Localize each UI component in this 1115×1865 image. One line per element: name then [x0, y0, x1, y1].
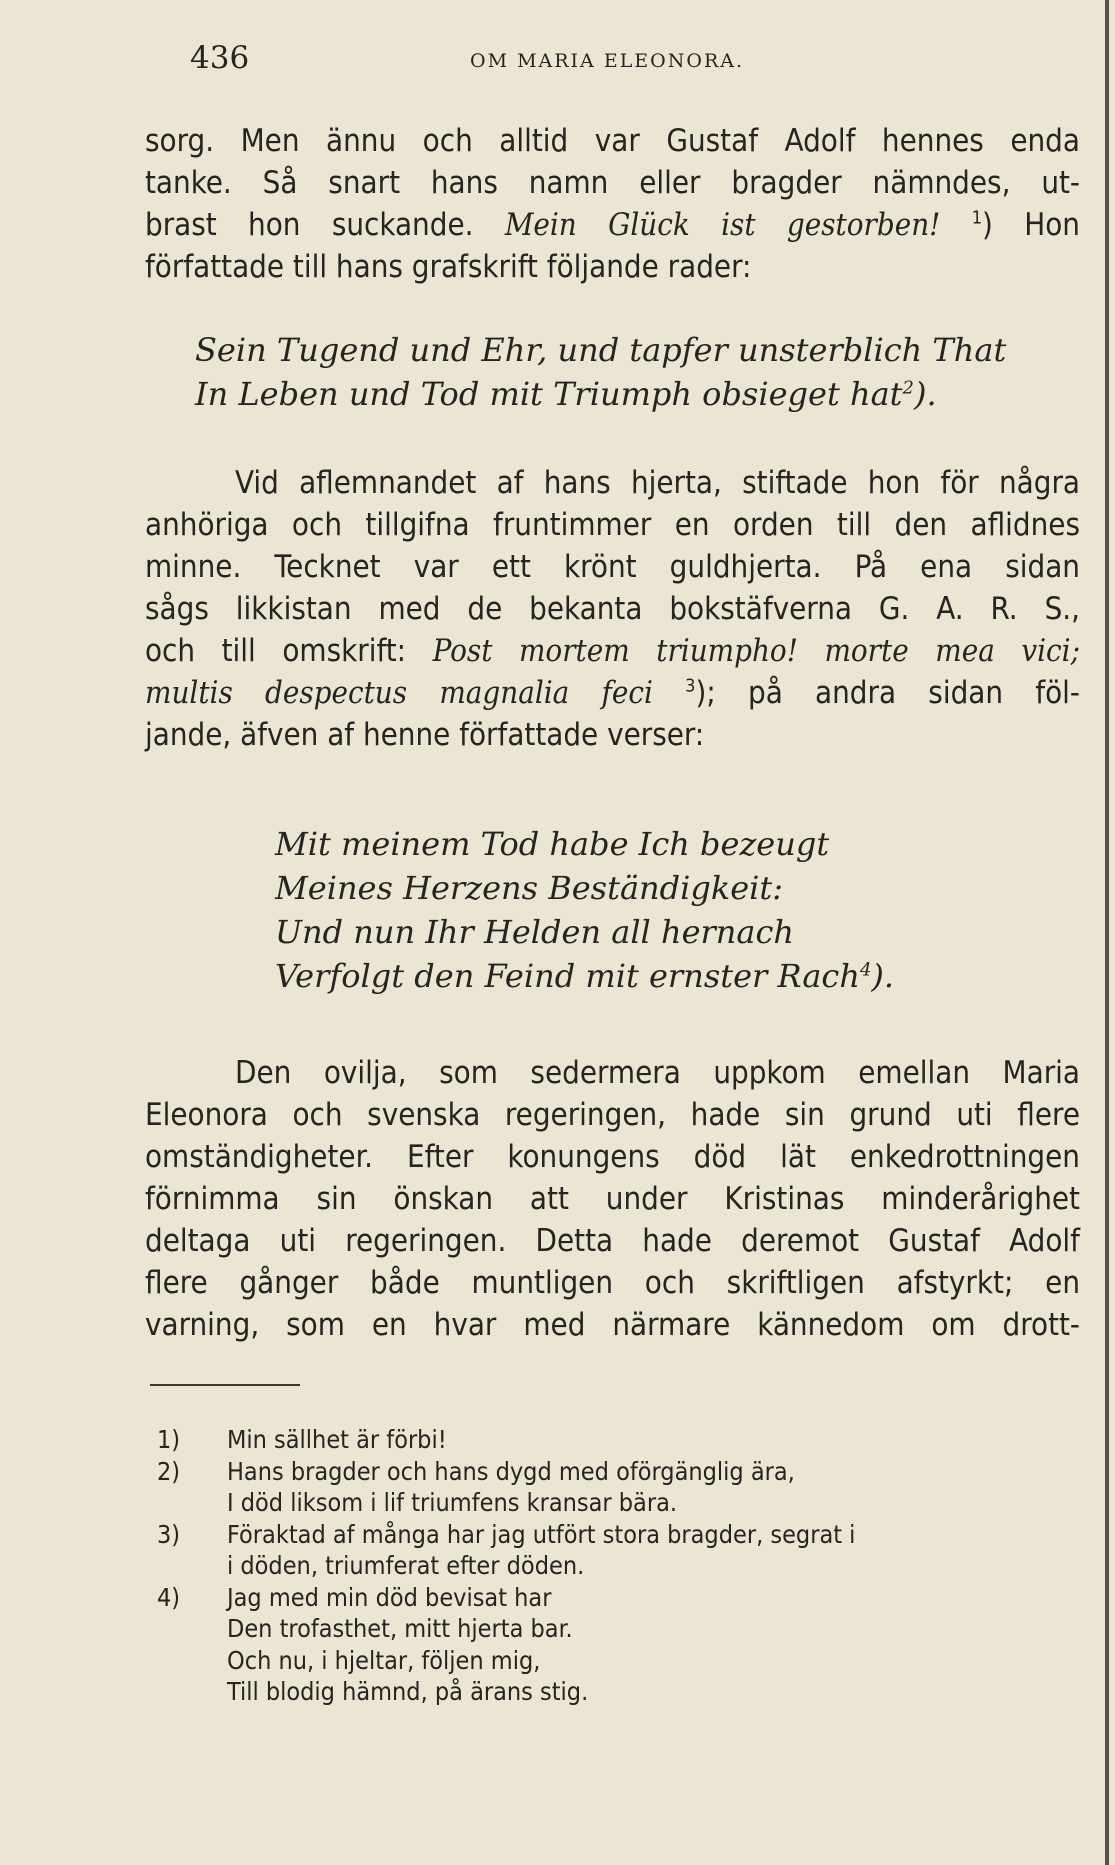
- footnote-4: [145, 1582, 1080, 1708]
- text-line: jande, äfven af henne författade verser:: [145, 717, 705, 753]
- verse-line: Meines Herzens Beständigkeit:: [275, 869, 784, 907]
- text-line: Vid aflemnandet af hans hjerta, stiftade hon för några: [235, 465, 1080, 501]
- text-span: ) Hon: [982, 207, 1080, 243]
- page-number: 436: [190, 40, 250, 76]
- footnote-line: I död liksom i lif triumfens kransar bära.: [227, 1488, 677, 1517]
- paragraph-1: [145, 120, 1080, 288]
- text-line: [145, 204, 1080, 246]
- verse-line: [195, 372, 1006, 416]
- text-line: författade till hans grafskrift följande rader:: [145, 249, 752, 285]
- footnote-ref: 2: [902, 377, 914, 399]
- verse-line: [275, 954, 894, 998]
- footnote-mark: 2): [157, 1456, 181, 1486]
- footnote-ref: 4: [859, 959, 872, 981]
- text-line: anhöriga och tillgifna fruntimmer en orden till den aflidnes: [145, 507, 1080, 543]
- footnote-line: Jag med min död bevisat har: [227, 1582, 552, 1612]
- text-span: och till omskrift:: [145, 633, 433, 669]
- paragraph-2: [145, 462, 1080, 756]
- text-line: sorg. Men ännu och alltid var Gustaf Adolf hennes enda: [145, 123, 1080, 159]
- text-line: omständigheter. Efter konungens död lät enkedrottningen: [145, 1139, 1080, 1175]
- footnote-3: [145, 1519, 1080, 1582]
- text-span: ); på andra sidan föl-: [695, 675, 1080, 711]
- text-span: In Leben und Tod mit Triumph obsieget hat: [195, 375, 903, 413]
- text-line: flere gånger både muntligen och skriftligen afstyrkt; en: [145, 1265, 1080, 1301]
- footnote-mark: 3): [157, 1519, 181, 1549]
- paragraph-3: [145, 1052, 1080, 1346]
- text-span: brast hon suckande.: [145, 207, 505, 243]
- footnote-line: i döden, triumferat efter döden.: [227, 1551, 585, 1580]
- verse-line: Sein Tugend und Ehr, und tapfer unsterblich That: [195, 331, 1007, 369]
- footnote-ref: 1: [971, 207, 983, 229]
- text-line: [145, 630, 1080, 672]
- footnote-line: Föraktad af många har jag utfört stora bragder, segrat i: [227, 1519, 856, 1549]
- footnote-line: Och nu, i hjeltar, följen mig,: [227, 1645, 541, 1675]
- footnotes: [145, 1424, 1080, 1708]
- verse-line: Und nun Ihr Helden all hernach: [275, 913, 795, 951]
- quote-german: Mein Glück ist gestorben!: [504, 207, 941, 243]
- page-edge: [1105, 0, 1109, 1865]
- footnote-mark: 1): [157, 1425, 181, 1454]
- verse-poem: [275, 822, 894, 998]
- running-head: OM MARIA ELEONORA.: [470, 50, 745, 72]
- page-header: [190, 40, 890, 90]
- footnote-line: Hans bragder och hans dygd med oförgänglig ära,: [227, 1456, 795, 1486]
- text-span: ).: [871, 957, 895, 995]
- text-line: tanke. Så snart hans namn eller bragder nämndes, ut-: [145, 165, 1080, 201]
- latin-inscription: multis despectus magnalia feci: [145, 675, 653, 711]
- footnote-mark: 4): [157, 1582, 181, 1612]
- footnote-line: Min sällhet är förbi!: [227, 1425, 447, 1454]
- footnote-ref: 3: [685, 675, 696, 697]
- verse-line: Mit meinem Tod habe Ich bezeugt: [275, 825, 830, 863]
- verse-epitaph: [195, 328, 1006, 416]
- footnote-2: [145, 1456, 1080, 1519]
- footnote-line: Till blodig hämnd, på ärans stig.: [227, 1677, 589, 1706]
- text-line: deltaga uti regeringen. Detta hade deremot Gustaf Adolf: [145, 1223, 1080, 1259]
- footnote-rule: [150, 1384, 300, 1386]
- text-span: Verfolgt den Feind mit ernster Rach: [275, 957, 860, 995]
- text-line: varning, som en hvar med närmare kännedom om drott-: [145, 1307, 1080, 1343]
- text-line: minne. Tecknet var ett krönt guldhjerta. På ena sidan: [145, 549, 1080, 585]
- text-line: Den ovilja, som sedermera uppkom emellan Maria: [235, 1055, 1080, 1091]
- footnote-1: [145, 1424, 1080, 1456]
- latin-inscription: Post mortem triumpho! morte mea vici;: [432, 633, 1080, 669]
- footnote-line: Den trofasthet, mitt hjerta bar.: [227, 1614, 573, 1643]
- text-line: förnimma sin önskan att under Kristinas minderårighet: [145, 1181, 1080, 1217]
- text-line: [145, 672, 1080, 714]
- text-line: Eleonora och svenska regeringen, hade sin grund uti flere: [145, 1097, 1080, 1133]
- text-span: ).: [913, 375, 937, 413]
- text-line: sågs likkistan med de bekanta bokstäfverna G. A. R. S.,: [145, 591, 1080, 627]
